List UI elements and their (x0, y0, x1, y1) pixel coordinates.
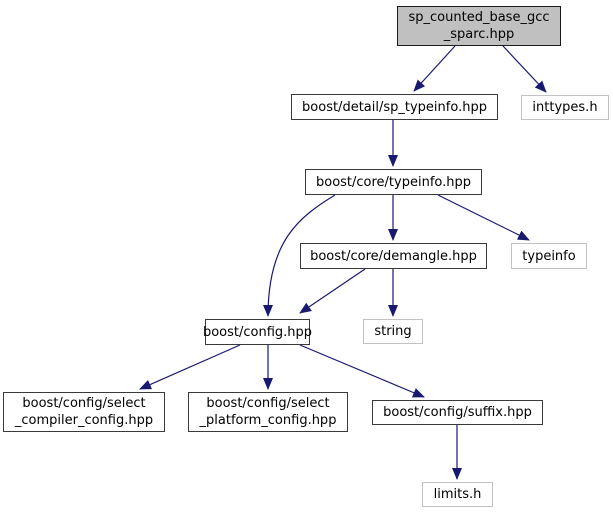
node-label-line: boost/config.hpp (202, 324, 313, 340)
node-sp_counted_base_gcc_sparc (397, 6, 561, 46)
edge-core_typeinfo-to-std_typeinfo (438, 195, 529, 240)
node-sp_typeinfo[interactable] (291, 94, 498, 120)
node-label-line: sp_counted_base_gcc (408, 10, 550, 25)
edge-sp_counted_base_gcc_sparc-to-sp_typeinfo (414, 46, 455, 91)
node-label-line: boost/config/suffix.hpp (383, 405, 532, 420)
node-std_typeinfo (511, 243, 587, 269)
node-label-line: inttypes.h (532, 100, 598, 115)
node-label-line: _platform_config.hpp (199, 413, 337, 428)
node-select_compiler[interactable] (3, 392, 165, 432)
node-label-line: boost/detail/sp_typeinfo.hpp (302, 99, 487, 115)
node-core_typeinfo[interactable] (305, 169, 482, 195)
node-label-line: boost/core/typeinfo.hpp (315, 174, 472, 190)
node-demangle[interactable] (300, 243, 487, 269)
node-label-line: limits.h (433, 487, 482, 502)
node-label-line: _compiler_config.hpp (14, 413, 154, 428)
node-string (363, 319, 423, 344)
node-label-line: boost/config/select (22, 396, 146, 411)
edge-config-to-suffix (300, 345, 424, 397)
edge-demangle-to-config (300, 269, 365, 313)
node-suffix[interactable] (372, 400, 543, 425)
node-label-line: typeinfo (522, 248, 576, 264)
node-limits (422, 482, 493, 507)
node-label-line: _sparc.hpp (443, 27, 515, 42)
node-inttypes (521, 95, 609, 120)
edge-config-to-select_compiler (140, 345, 240, 389)
node-config[interactable] (202, 319, 313, 345)
edge-sp_counted_base_gcc_sparc-to-inttypes (503, 46, 546, 92)
node-label-line: string (374, 324, 412, 339)
node-label-line: boost/config/select (206, 396, 330, 411)
node-label-line: boost/core/demangle.hpp (310, 248, 477, 264)
node-select_platform[interactable] (188, 392, 348, 432)
